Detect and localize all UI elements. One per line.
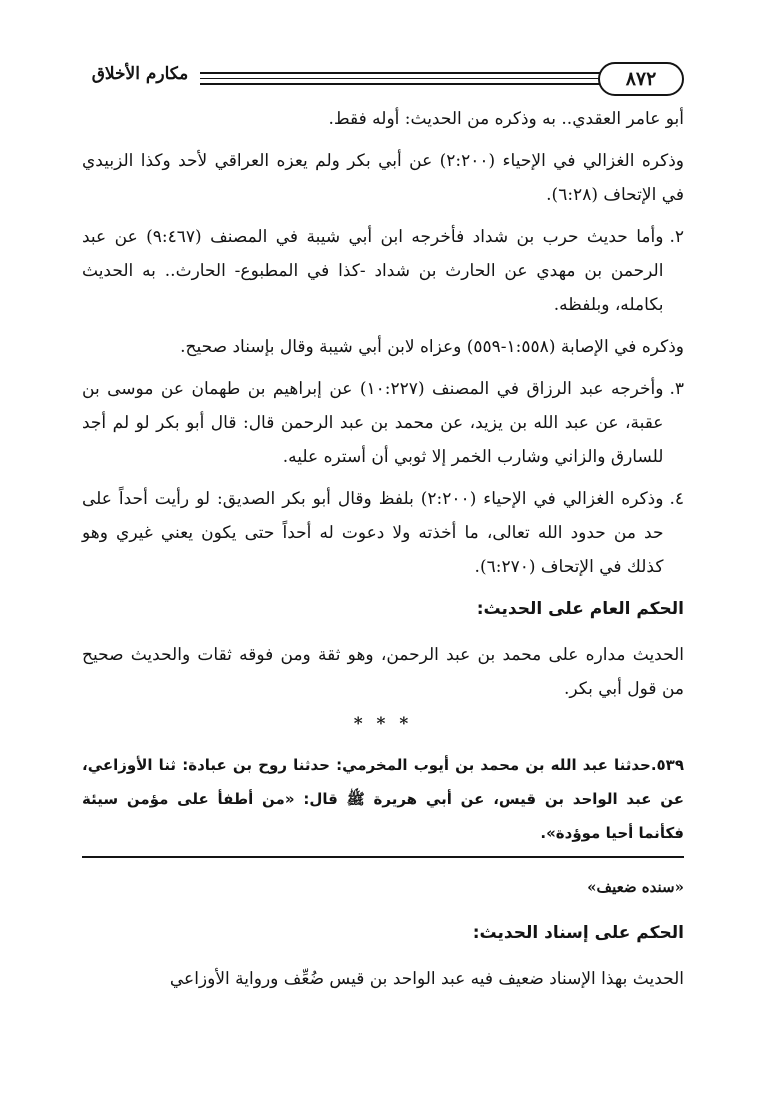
general-ruling-text: الحديث مداره على محمد بن عبد الرحمن، وهو ثقة ومن فوقه ثقات والحديث صحيح من قول أبي بكر. [82, 645, 684, 699]
section-heading-chain-ruling: الحكم على إسناد الحديث: [472, 923, 684, 943]
list-item-4 [82, 482, 684, 584]
list-item-text: وذكره الغزالي في الإحياء (٢:٢٠٠) بلفظ وقال أبو بكر الصديق: لو رأيت أحداً على حد من حدود الله تعالى، ما أخذته ولا دعوت له أحداً حتى يكون يعني غيري وهو كذلك في الإتحاف (٦:٢٧٠). [82, 489, 664, 577]
list-item-number: ٢. [669, 227, 684, 247]
page [82, 62, 684, 1004]
divider [82, 856, 684, 858]
chain-note: «سنده ضعيف» [587, 878, 684, 896]
paragraph-3: وذكره في الإصابة (١:٥٥٨-٥٥٩) وعزاه لابن أبي شيبة وقال بإسناد صحيح. [180, 337, 684, 357]
paragraph-1: أبو عامر العقدي.. به وذكره من الحديث: أوله فقط. [328, 109, 684, 129]
book-title: مكارم الأخلاق [91, 64, 189, 84]
page-number: ٨٧٢ [598, 62, 684, 96]
page-header [82, 62, 684, 102]
list-item-text: وأما حديث حرب بن شداد فأخرجه ابن أبي شيبة في المصنف (٩:٤٦٧) عن عبد الرحمن بن مهدي عن الحارث بن شداد -كذا في المطبوع- الحارث.. به الحديث بكامله، وبلفظه. [82, 227, 664, 315]
chain-ruling-text: الحديث بهذا الإسناد ضعيف فيه عبد الواحد بن قيس ضُعِّف ورواية الأوزاعي [169, 969, 684, 989]
paragraph-2: وذكره الغزالي في الإحياء (٢:٢٠٠) عن أبي بكر ولم يعزه العراقي لأحد وكذا الزبيدي في الإتحاف (٦:٢٨). [82, 151, 684, 205]
list-item-number: ٤. [669, 489, 684, 509]
section-separator: * * * [353, 714, 413, 734]
header-rule [200, 72, 604, 86]
hadith-text: ٥٣٩.حدثنا عبد الله بن محمد بن أيوب المخرمي: حدثنا روح بن عبادة: ثنا الأوزاعي، عن عبد الواحد بن قيس، عن أبي هريرة ﷺ قال: «من أطفأ على مؤمن سيئة فكأنما أحيا موؤدة». [82, 756, 684, 842]
list-item-2 [82, 220, 684, 322]
list-item-text: وأخرجه عبد الرزاق في المصنف (١٠:٢٢٧) عن إبراهيم بن طهمان عن موسى بن عقبة، عن عبد الله بن يزيد، عن محمد بن عبد الرحمن قال: قال أبو بكر لو لم أجد للسارق والزاني وشارب الخمر إلا ثوبي أن أستره عليه. [82, 379, 664, 467]
list-item-3 [82, 372, 684, 474]
list-item-number: ٣. [669, 379, 684, 399]
section-heading-general-ruling: الحكم العام على الحديث: [476, 599, 684, 619]
